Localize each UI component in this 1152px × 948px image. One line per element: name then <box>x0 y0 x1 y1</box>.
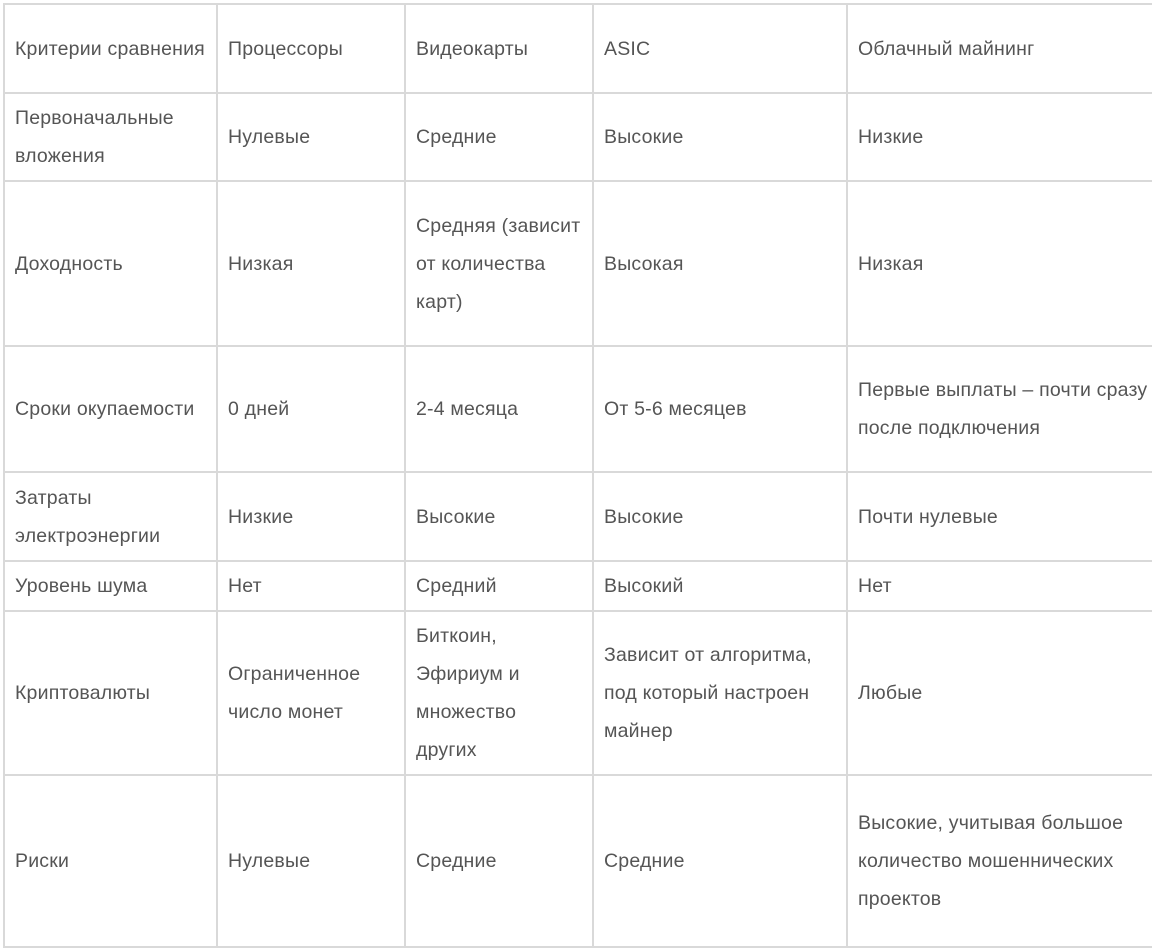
table-cell: Высокие <box>593 93 847 181</box>
table-cell: 0 дней <box>217 346 405 472</box>
table-cell: Нулевые <box>217 775 405 947</box>
table-row <box>4 346 1152 472</box>
table-cell: Почти нулевые <box>847 472 1152 561</box>
table-cell: Низкая <box>217 181 405 346</box>
table-row <box>4 181 1152 346</box>
header-cell-criteria: Критерии сравнения <box>4 4 217 93</box>
row-label-cell: Затраты электроэнергии <box>4 472 217 561</box>
table-cell: Высокая <box>593 181 847 346</box>
table-cell: Нулевые <box>217 93 405 181</box>
table-cell: 2-4 месяца <box>405 346 593 472</box>
header-cell-gpu: Видеокарты <box>405 4 593 93</box>
table-cell: Биткоин, Эфириум и множество других <box>405 611 593 775</box>
table-row <box>4 775 1152 947</box>
row-label-cell: Уровень шума <box>4 561 217 611</box>
table-cell: Средние <box>405 775 593 947</box>
mining-comparison-table <box>3 3 1152 948</box>
header-cell-cpu: Процессоры <box>217 4 405 93</box>
table-row <box>4 561 1152 611</box>
table-cell: Первые выплаты – почти сразу после подключения <box>847 346 1152 472</box>
table-cell: Ограниченное число монет <box>217 611 405 775</box>
row-label-cell: Сроки окупаемости <box>4 346 217 472</box>
table-cell: Низкая <box>847 181 1152 346</box>
row-label-cell: Риски <box>4 775 217 947</box>
comparison-table-container <box>3 3 1152 948</box>
table-header-row <box>4 4 1152 93</box>
table-cell: Высокий <box>593 561 847 611</box>
table-cell: Средний <box>405 561 593 611</box>
table-cell: Зависит от алгоритма, под который настроен майнер <box>593 611 847 775</box>
table-cell: Нет <box>217 561 405 611</box>
table-cell: Средние <box>593 775 847 947</box>
table-row <box>4 472 1152 561</box>
table-row <box>4 611 1152 775</box>
table-row <box>4 93 1152 181</box>
table-cell: Любые <box>847 611 1152 775</box>
header-cell-cloud: Облачный майнинг <box>847 4 1152 93</box>
table-cell: Высокие, учитывая большое количество мошеннических проектов <box>847 775 1152 947</box>
table-cell: Высокие <box>405 472 593 561</box>
table-cell: От 5-6 месяцев <box>593 346 847 472</box>
row-label-cell: Первоначальные вложения <box>4 93 217 181</box>
table-cell: Средние <box>405 93 593 181</box>
table-cell: Низкие <box>847 93 1152 181</box>
row-label-cell: Криптовалюты <box>4 611 217 775</box>
table-cell: Низкие <box>217 472 405 561</box>
table-cell: Средняя (зависит от количества карт) <box>405 181 593 346</box>
table-cell: Нет <box>847 561 1152 611</box>
header-cell-asic: ASIC <box>593 4 847 93</box>
table-cell: Высокие <box>593 472 847 561</box>
row-label-cell: Доходность <box>4 181 217 346</box>
